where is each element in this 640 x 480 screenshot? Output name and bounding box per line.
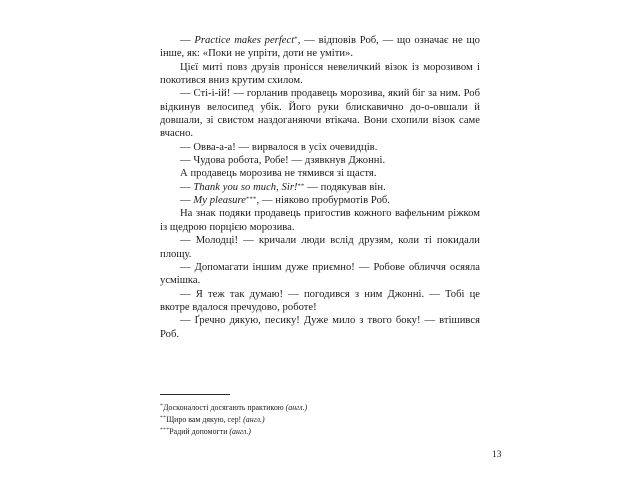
paragraph: Цієї миті повз друзів пронісся невеличкий візок із морозивом і покотився вниз крутим схилом. (160, 61, 480, 87)
paragraph-run-text: — (180, 35, 195, 46)
paragraph: — Допомагати іншим дуже приємно! — Робове обличчя осяяла усмішка. (160, 261, 480, 287)
footnote-marker: ** (297, 182, 305, 190)
paragraph (160, 34, 480, 61)
footnote-marker: * (294, 35, 298, 43)
book-page: — Practice makes perfect*, — відповів Роб, — що означає не що інше, як: «Поки не упріти, доти не уміти». Цієї миті повз друзів пронісся невеличкий візок із морозивом і покотився вниз крутим схилом. — Сті-і-ій! — горланив продавець морозива, який біг за ним. Роб відкинув велосипед убік. Його руки блискавично до-о-овшали й довшали, зі свистом наздоганяючи втікача. Вони схопили візок саме вчасно. — Овва-а-а! — вирвалося в усіх очевидців. — Чудова робота, Робе! — дзявкнув Джонні. А продавець морозива не тямився зі щастя. — Thank you so much, Sir!** — подякував він. — My pleasure***, — ніяково пробурмотів Роб. На знак подяки продавець пригостив кожного вафельним ріжком із щедрою порцією морозива. — Молодці! — кричали люди вслід друзям, коли ті покидали площу. — Допомагати іншим дуже приємно! — Робове обличчя осяяла усмішка. — Я теж так думаю! — погодився з ним Джонні. — Тобі це вкотре вдалося пречудово, роботе! — Ґречно дякую, песику! Дуже мило з твого боку! — втішився Роб. *Досконалості досягають практикою (англ.) **Щиро вам дякую, сер! (англ.) ***Радий допомогти (англ.) 13 (0, 0, 640, 480)
footnote-marker: * (160, 403, 164, 409)
footnote-marker: *** (245, 195, 257, 203)
foreign-phrase: Thank you so much, Sir! (193, 181, 298, 193)
paragraph-run-text: — (180, 181, 194, 193)
foreign-phrase: My pleasure (193, 195, 246, 207)
footnote-marker: *** (160, 427, 170, 434)
paragraph-run-text: — (180, 195, 194, 207)
footnote-language-note: (англ.) (229, 427, 251, 437)
paragraph: А продавець морозива не тямився зі щастя. (180, 168, 377, 180)
paragraph-run-text: , — відповів Роб, — що означає не що інше, як: «Поки не упріти, доти не уміти». (160, 35, 480, 60)
footnote-list (160, 401, 480, 438)
footnote-item (160, 425, 480, 437)
paragraph: — Молодці! — кричали люди вслід друзям, коли ті покидали площу. (160, 235, 480, 260)
paragraph: — Сті-і-ій! — горланив продавець морозива, який біг за ним. Роб відкинув велосипед убік. Його руки блискавично до-о-овшали й довшали, зі свистом наздоганяючи втікача. Вони схопили візок саме вчасно. (160, 88, 480, 140)
footnote-language-note: (англ.) (285, 402, 308, 412)
paragraph: — Чудова робота, Робе! — дзявкнув Джонні. (180, 155, 386, 167)
paragraph-run-text: , — ніяково пробурмотів Роб. (256, 195, 390, 207)
paragraph: — Ґречно дякую, песику! Дуже мило з твого боку! — втішився Роб. (160, 315, 480, 340)
paragraph-run-text: — подякував він. (304, 181, 386, 193)
footnote-language-note: (англ.) (243, 415, 265, 424)
footnote-text: Радий допомогти (169, 427, 230, 437)
paragraph (160, 181, 480, 194)
paragraph (160, 194, 480, 207)
footnote-text: Досконалості досягають практикою (163, 402, 286, 412)
footnote-separator-rule (160, 394, 230, 395)
footnote-area (160, 394, 480, 438)
body-text-block (160, 34, 480, 341)
footnote-text: Щиро вам дякую, сер! (166, 415, 244, 424)
footnote-marker: ** (160, 415, 167, 422)
paragraph: На знак подяки продавець пригостив кожного вафельним ріжком із щедрою порцією морозива. (160, 208, 480, 233)
paragraph: — Овва-а-а! — вирвалося в усіх очевидців. (180, 141, 378, 153)
foreign-phrase: Practice makes perfect (194, 35, 295, 46)
paragraph: — Я теж так думаю! — погодився з ним Джонні. — Тобі це вкотре вдалося пречудово, роботе! (160, 288, 480, 313)
footnote-item (160, 413, 480, 425)
footnote-item (160, 401, 480, 413)
